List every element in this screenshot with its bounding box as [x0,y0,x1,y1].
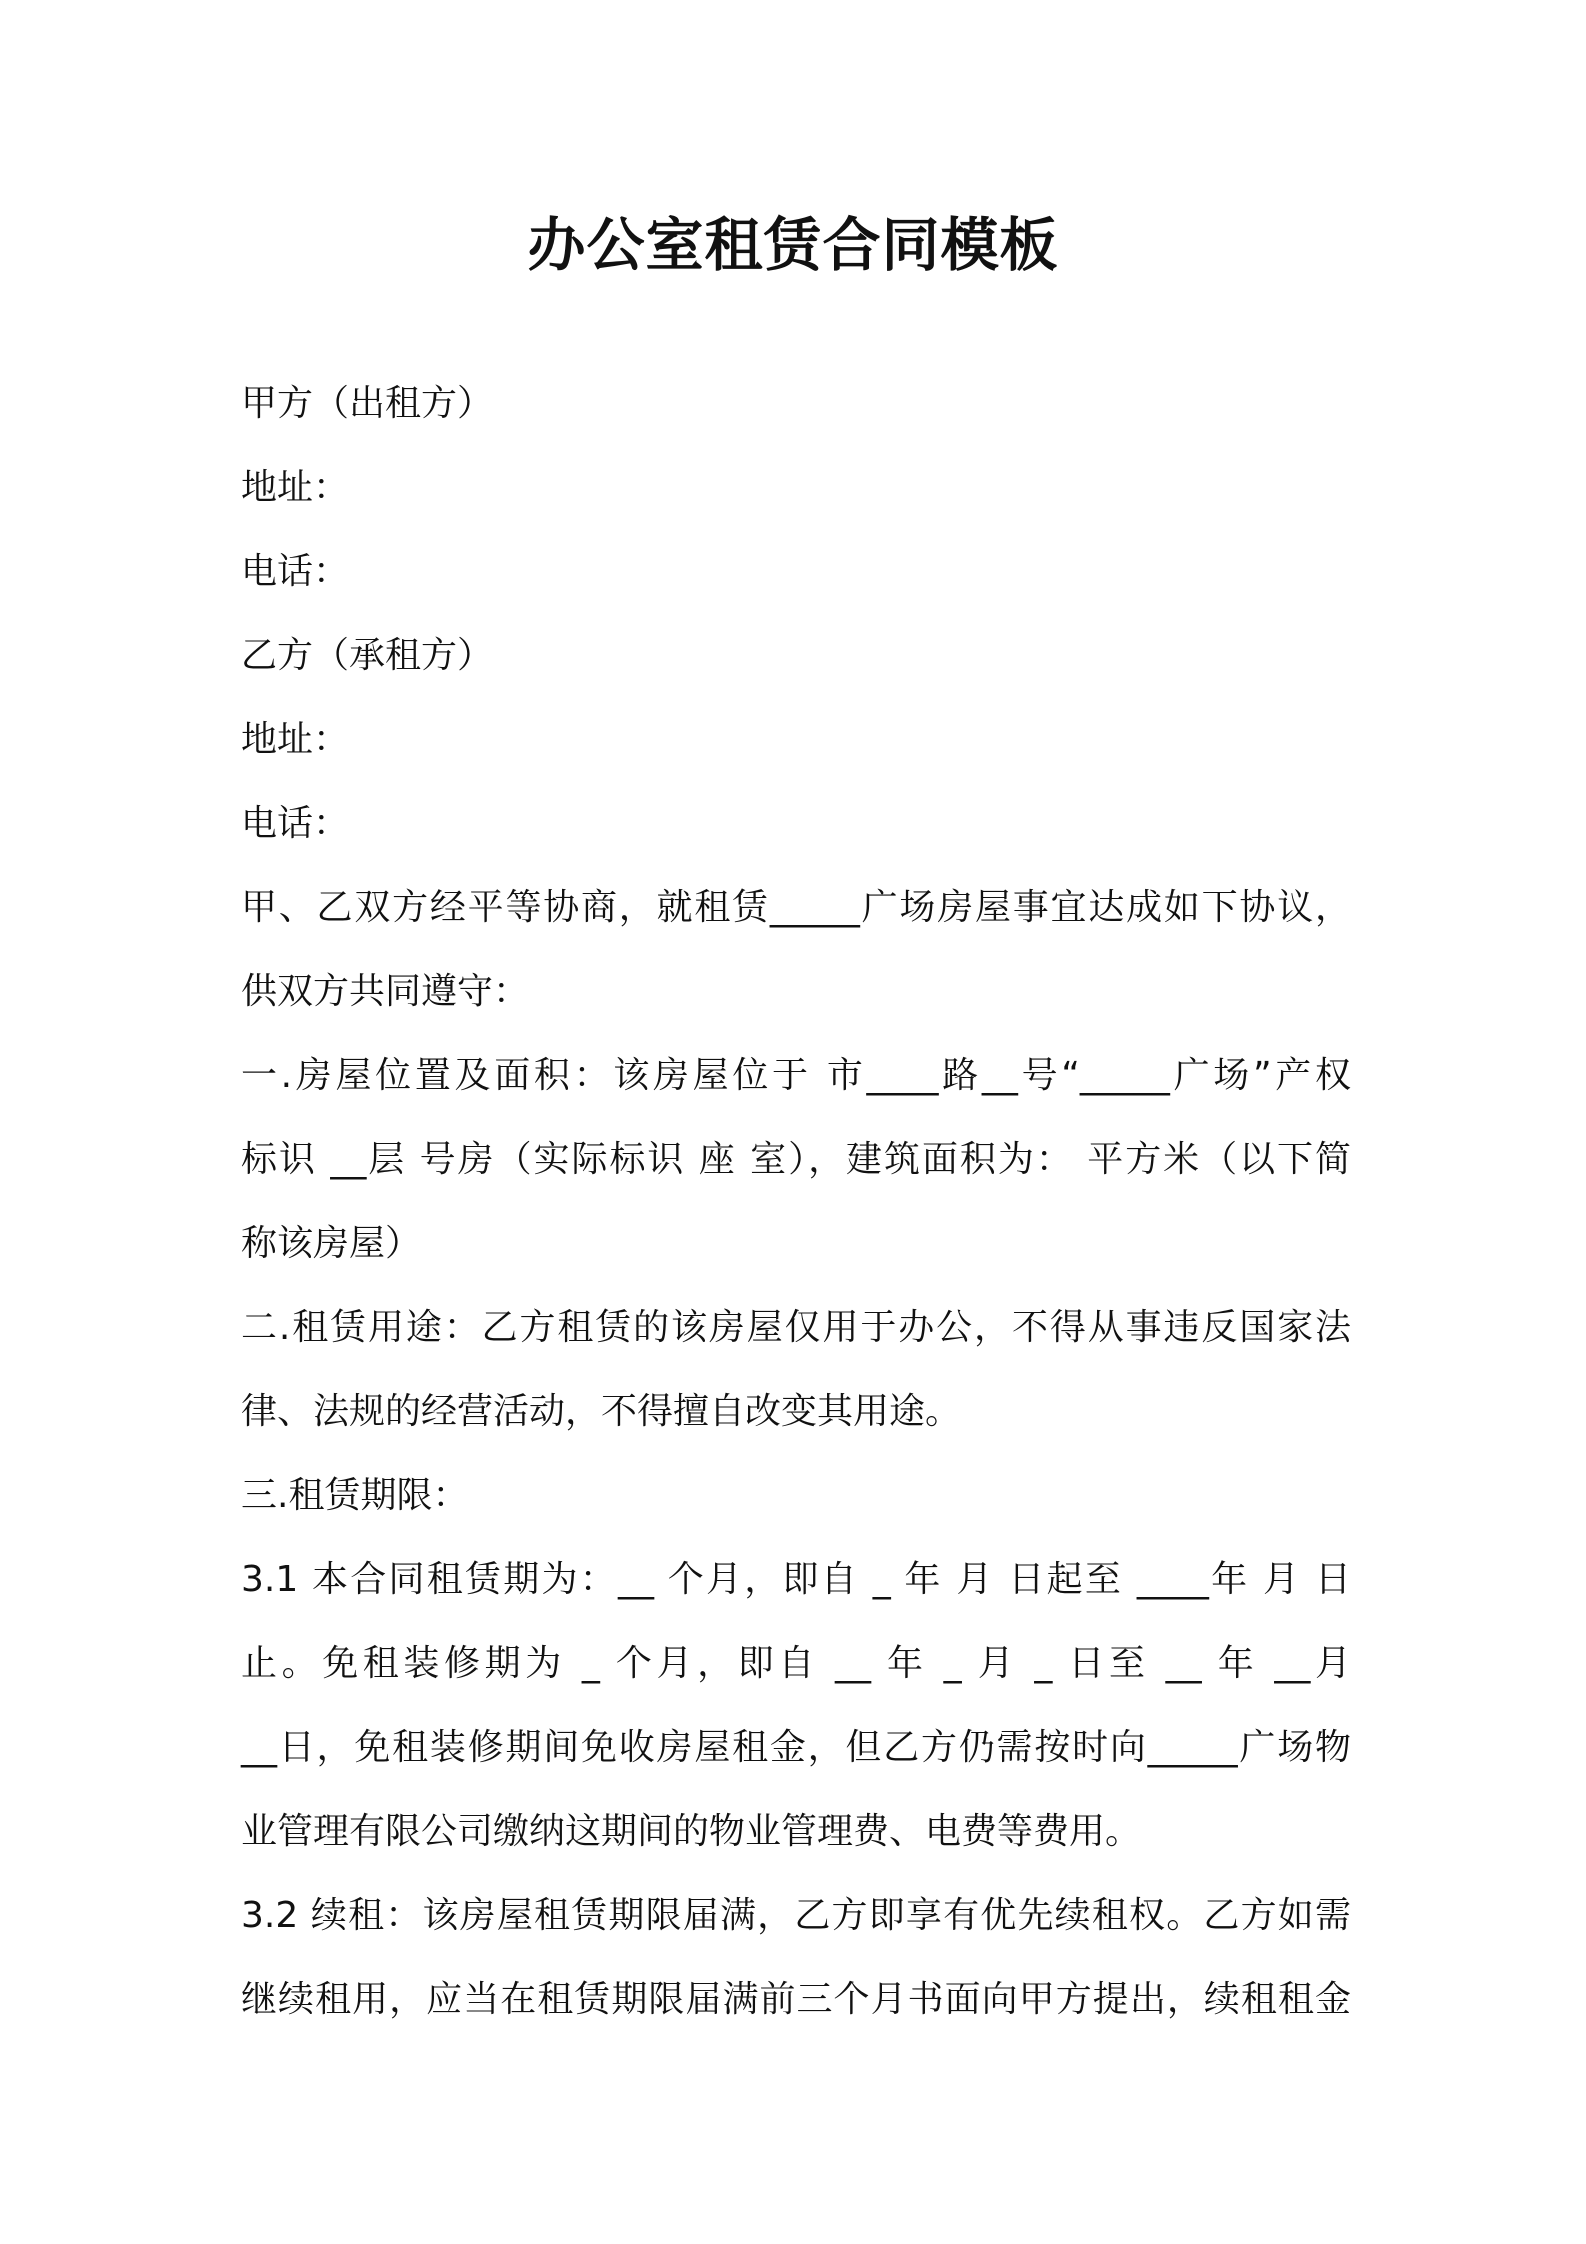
clause-3-1-line-3: __日，免租装修期间免收房屋租金，但乙方仍需按时向_____广场物 [241,1727,1351,1768]
lessor-address: 地址： [241,467,350,508]
document-title: 办公室租赁合同模板 [527,211,1059,279]
lessor-heading: 甲方（出租方） [241,383,494,424]
clause-3-1-line-2: 止。免租装修期为 _ 个月，即自 __ 年 _ 月 _ 日至 __ 年 __月 [241,1643,1351,1684]
clause-3-2-line-2: 继续租用，应当在租赁期限届满前三个月书面向甲方提出，续租租金 [241,1979,1351,2020]
lessee-heading: 乙方（承租方） [241,635,494,676]
clause-3-heading: 三.租赁期限： [241,1475,469,1516]
agreement-intro-line-2: 供双方共同遵守： [241,971,530,1012]
clause-2-line-2: 律、法规的经营活动，不得擅自改变其用途。 [241,1391,962,1432]
clause-3-2-line-1: 3.2 续租：该房屋租赁期限届满，乙方即享有优先续租权。乙方如需 [241,1895,1351,1936]
clause-1-line-2: 标识 __层 号房（实际标识 座 室），建筑面积为： 平方米（以下简 [241,1139,1351,1180]
clause-1-line-1: 一.房屋位置及面积：该房屋位于 市____路__号“_____广场”产权 [241,1055,1351,1096]
clause-3-1-line-1: 3.1 本合同租赁期为：__ 个月，即自 _ 年 月 日起至 ____年 月 日 [241,1559,1351,1600]
clause-2-line-1: 二.租赁用途：乙方租赁的该房屋仅用于办公，不得从事违反国家法 [241,1307,1351,1348]
lessor-phone: 电话： [241,551,350,592]
document-body [241,362,1351,2042]
agreement-intro-line-1: 甲、乙双方经平等协商，就租赁_____广场房屋事宜达成如下协议， [241,887,1351,928]
lessee-address: 地址： [241,719,350,760]
lessee-phone: 电话： [241,803,350,844]
clause-1-line-3: 称该房屋） [241,1223,422,1264]
clause-3-1-line-4: 业管理有限公司缴纳这期间的物业管理费、电费等费用。 [241,1811,1142,1852]
